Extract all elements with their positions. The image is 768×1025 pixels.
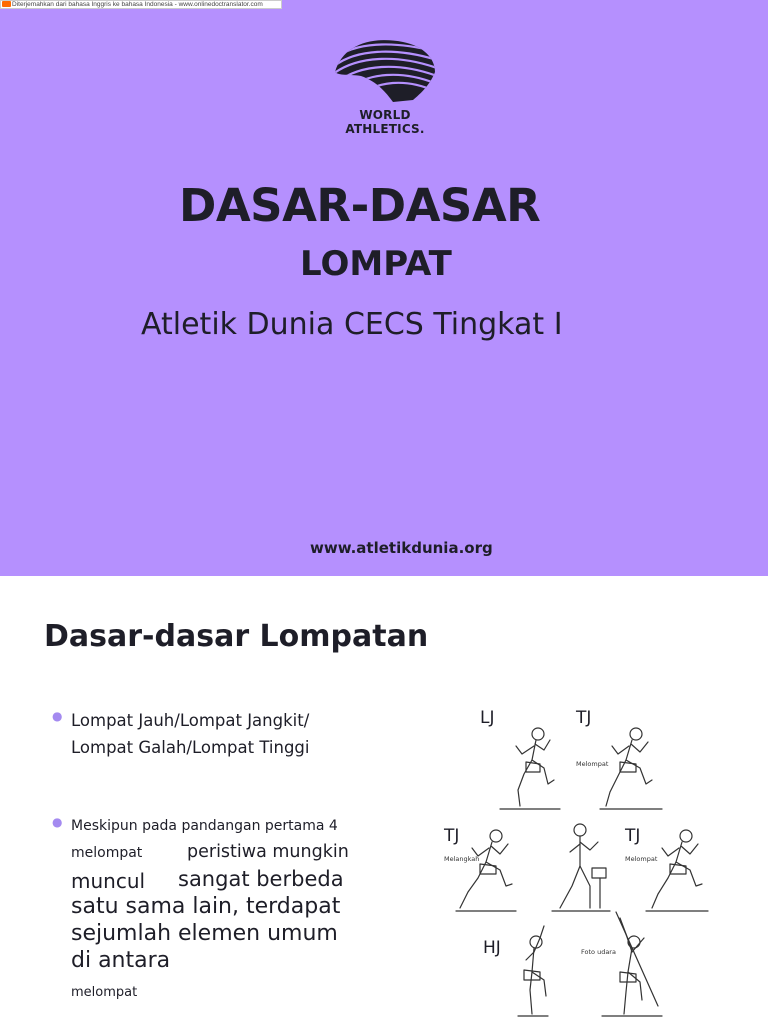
bullet2-line7: melompat xyxy=(71,985,138,1000)
jump-events-illustration xyxy=(440,708,712,1021)
bullet2-line2a: melompat xyxy=(71,845,143,861)
caption-pole-vault: Foto udara xyxy=(581,948,616,956)
bullet-dot-icon: ● xyxy=(52,815,63,829)
label-lj: LJ xyxy=(480,708,495,728)
bullet1-line1: Lompat Jauh/Lompat Jangkit/ xyxy=(71,711,310,730)
slide-title-line-2: LOMPAT xyxy=(300,244,452,284)
caption-tj-3: Melompat xyxy=(625,855,658,863)
caption-tj-2: Melangkah xyxy=(444,855,480,863)
logo-wordmark xyxy=(333,108,437,136)
label-tj-3: TJ xyxy=(625,826,641,846)
bullet2-line5: sejumlah elemen umum xyxy=(71,921,338,946)
label-hj: HJ xyxy=(483,938,501,958)
bullet2-line3b: sangat berbeda xyxy=(178,867,344,891)
logo-line-2: ATHLETICS. xyxy=(345,122,425,136)
bullet2-line3a: muncul xyxy=(71,869,146,893)
translator-banner[interactable] xyxy=(0,0,282,9)
label-tj-2: TJ xyxy=(444,826,460,846)
bullet-dot-icon: ● xyxy=(52,709,63,723)
content-slide xyxy=(0,576,768,1024)
bullet1-line2: Lompat Galah/Lompat Tinggi xyxy=(71,738,310,757)
translator-banner-text: Diterjemahkan dari bahasa Inggris ke bahasa Indonesia - www.onlinedoctranslator.com xyxy=(12,1,263,8)
caption-tj-1: Melompat xyxy=(576,760,609,768)
bullet2-line1: Meskipun pada pandangan pertama 4 xyxy=(71,818,338,834)
bullet2-line2b: peristiwa mungkin xyxy=(187,842,349,862)
website-link[interactable]: www.atletikdunia.org xyxy=(310,539,493,557)
world-athletics-emblem-icon xyxy=(333,38,437,108)
bullet2-line6: di antara xyxy=(71,948,171,973)
logo-line-1: WORLD xyxy=(359,108,411,122)
bullet2-line4: satu sama lain, terdapat xyxy=(71,894,341,919)
world-athletics-logo xyxy=(333,38,437,138)
label-tj-1: TJ xyxy=(576,708,592,728)
slide-subtitle: Atletik Dunia CECS Tingkat I xyxy=(141,307,563,342)
content-heading: Dasar-dasar Lompatan xyxy=(44,619,429,654)
slide-title-line-1: DASAR-DASAR xyxy=(179,179,541,232)
translator-icon xyxy=(2,1,11,7)
